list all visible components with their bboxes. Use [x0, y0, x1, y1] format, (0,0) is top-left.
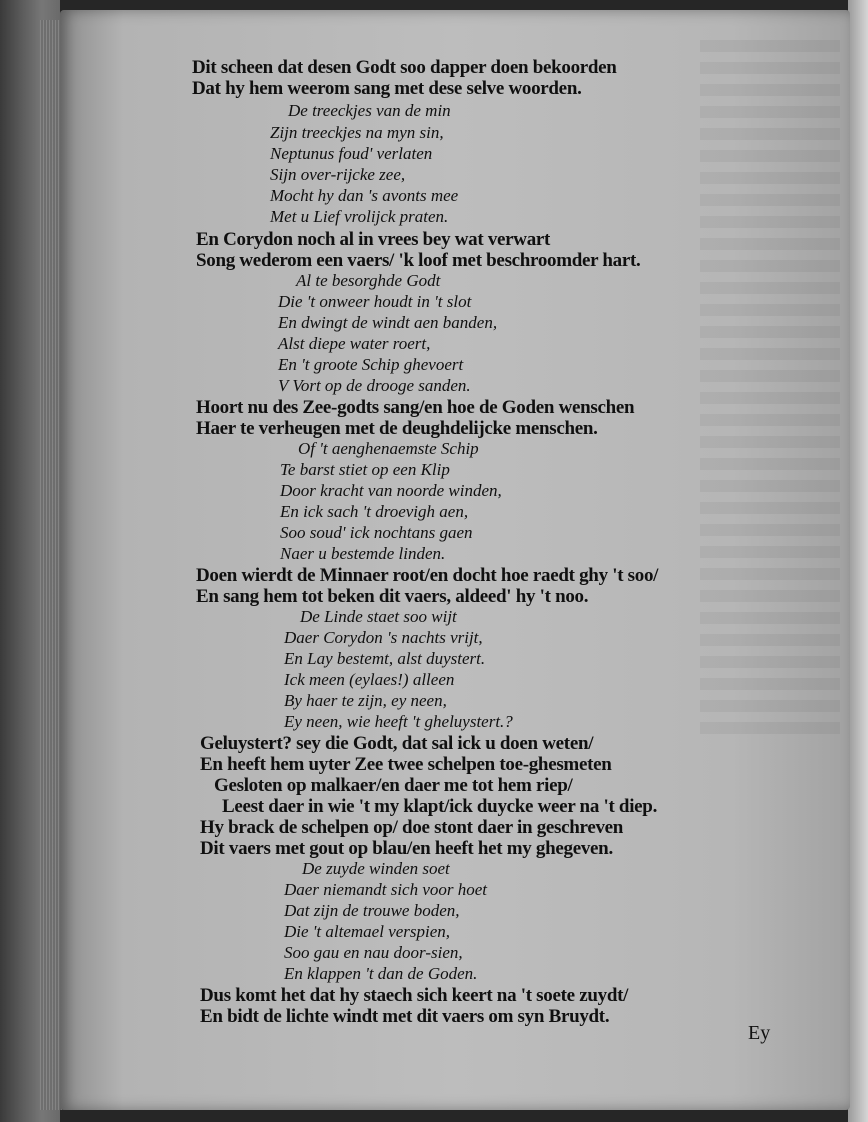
song-verse-line: Soo gau en nau door-sien, [284, 943, 463, 962]
song-verse-line: Ick meen (eylaes!) alleen [284, 670, 455, 689]
song-verse-line: De treeckjes van de min [288, 101, 451, 120]
verse-narration-line: Dit vaers met gout op blau/en heeft het my ghegeven. [200, 838, 613, 859]
song-verse-line: En Lay bestemt, alst duystert. [284, 649, 486, 668]
song-verse-line: V Vort op de drooge sanden. [278, 376, 471, 395]
song-verse-line: Sijn over-rijcke zee, [270, 165, 406, 184]
song-verse-line: Naer u bestemde linden. [280, 544, 446, 563]
song-verse-line: Soo soud' ick nochtans gaen [280, 523, 473, 542]
song-verse-line: Die 't onweer houdt in 't slot [278, 292, 472, 311]
song-verse-line: Al te besorghde Godt [296, 271, 441, 290]
song-verse-line: Dat zijn de trouwe boden, [284, 901, 460, 920]
verse-narration-line: Hoort nu des Zee-godts sang/en hoe de Goden wenschen [196, 397, 635, 418]
verse-narration-line: En bidt de lichte windt met dit vaers om syn Bruydt. [200, 1006, 610, 1027]
page-edges [40, 20, 62, 1110]
song-verse-line: Door kracht van noorde winden, [280, 481, 502, 500]
verse-narration-line: Hy brack de schelpen op/ doe stont daer in geschreven [200, 817, 624, 838]
song-verse-line: De zuyde winden soet [302, 859, 450, 878]
verse-narration-line: Song wederom een vaers/ 'k loof met beschroomder hart. [196, 250, 641, 271]
catchword: Ey [748, 1022, 771, 1044]
song-verse-line: Daer Corydon 's nachts vrijt, [284, 628, 483, 647]
verse-narration-line: Dus komt het dat hy staech sich keert na 't soete zuydt/ [200, 985, 629, 1006]
verse-narration-line: Doen wierdt de Minnaer root/en docht hoe raedt ghy 't soo/ [196, 565, 659, 586]
song-verse-line: Te barst stiet op een Klip [280, 460, 450, 479]
song-verse-line: Of 't aenghenaemste Schip [298, 439, 479, 458]
verse-narration-line: En sang hem tot beken dit vaers, aldeed' hy 't noo. [196, 586, 589, 607]
verse-narration-line: Gesloten op malkaer/en daer me tot hem riep/ [214, 775, 573, 796]
facing-page-edge [848, 0, 868, 1122]
song-verse-line: Daer niemandt sich voor hoet [284, 880, 488, 899]
song-verse-line: Ey neen, wie heeft 't gheluystert.? [284, 712, 513, 731]
verse-narration-line: Geluystert? sey die Godt, dat sal ick u doen weten/ [200, 733, 594, 754]
song-verse-line: Die 't altemael verspien, [284, 922, 451, 941]
song-verse-line: En dwingt de windt aen banden, [278, 313, 498, 332]
song-verse-line: De Linde staet soo wijt [300, 607, 457, 626]
verse-narration-line: Leest daer in wie 't my klapt/ick duycke weer na 't diep. [222, 796, 658, 817]
verse-narration-line: Dat hy hem weerom sang met dese selve woorden. [192, 78, 582, 99]
song-verse-line: En klappen 't dan de Goden. [284, 964, 478, 983]
song-verse-line: Met u Lief vrolijck praten. [270, 207, 449, 226]
song-verse-line: Zijn treeckjes na myn sin, [270, 123, 444, 142]
verse-narration-line: Haer te verheugen met de deughdelijcke menschen. [196, 418, 598, 439]
song-verse-line: By haer te zijn, ey neen, [284, 691, 447, 710]
song-verse-line: Neptunus foud' verlaten [270, 144, 433, 163]
verse-narration-line: En Corydon noch al in vrees bey wat verwart [196, 229, 551, 250]
verse-narration-line: En heeft hem uyter Zee twee schelpen toe-ghesmeten [200, 754, 612, 775]
song-verse-line: Alst diepe water roert, [278, 334, 431, 353]
song-verse-line: En ick sach 't droevigh aen, [280, 502, 469, 521]
song-verse-line: En 't groote Schip ghevoert [278, 355, 464, 374]
verse-narration-line: Dit scheen dat desen Godt soo dapper doen bekoorden [192, 57, 617, 78]
song-verse-line: Mocht hy dan 's avonts mee [270, 186, 459, 205]
